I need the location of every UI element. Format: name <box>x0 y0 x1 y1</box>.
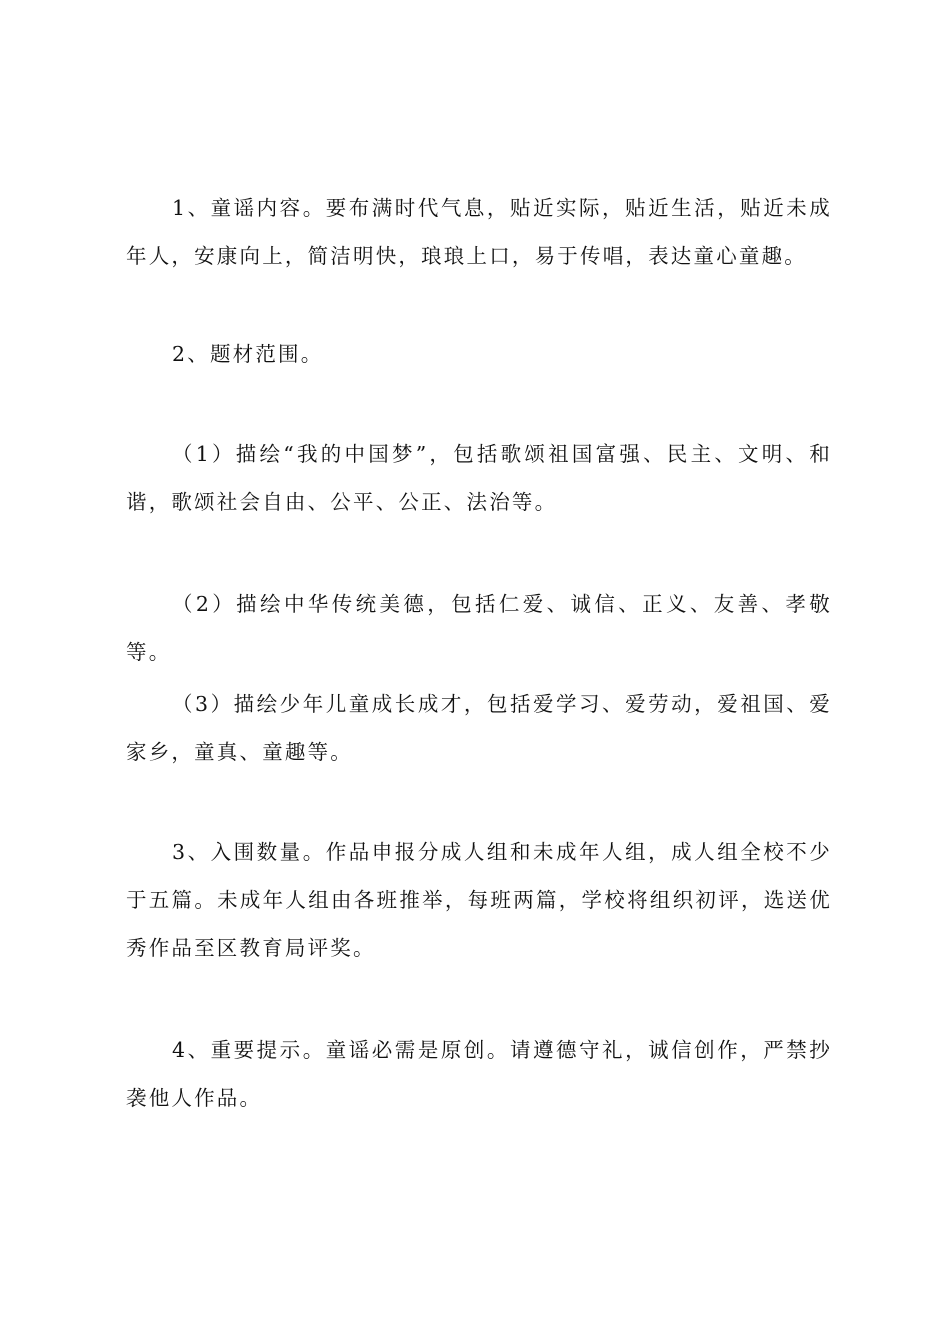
paragraph-topic-traditional-virtues: （2）描绘中华传统美德，包括仁爱、诚信、正义、友善、孝敬等。 <box>126 592 832 664</box>
paragraph-topic-child-growth: （3）描绘少年儿童成长成才，包括爱学习、爱劳动，爱祖国、爱家乡，童真、童趣等。 <box>126 692 832 764</box>
paragraph-important-notice: 4、重要提示。童谣必需是原创。请遵德守礼，诚信创作，严禁抄袭他人作品。 <box>126 1038 832 1110</box>
paragraph-content-requirements: 1、童谣内容。要布满时代气息，贴近实际，贴近生活，贴近未成年人，安康向上，简洁明快，琅琅上口，易于传唱，表达童心童趣。 <box>126 196 832 268</box>
paragraph-topic-scope: 2、题材范围。 <box>172 342 324 366</box>
paragraph-entry-quantity: 3、入围数量。作品申报分成人组和未成年人组，成人组全校不少于五篇。未成年人组由各班推举，每班两篇，学校将组织初评，选送优秀作品至区教育局评奖。 <box>126 840 832 960</box>
paragraph-topic-china-dream: （1）描绘“我的中国梦”，包括歌颂祖国富强、民主、文明、和谐，歌颂社会自由、公平、公正、法治等。 <box>126 442 832 514</box>
